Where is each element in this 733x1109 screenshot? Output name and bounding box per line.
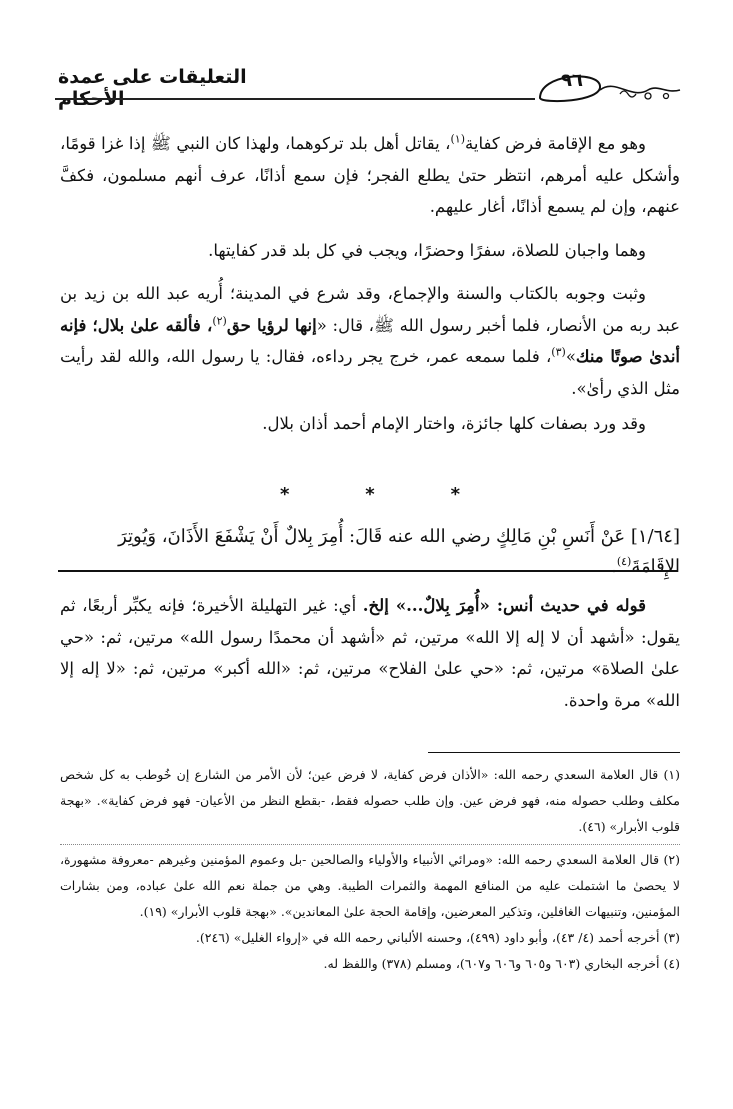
commentary-body: أي: غير التهليلة الأخيرة؛ فإنه يكبِّر أربعًا، ثم يقول: «أشهد أن لا إله إلا الله» مرتين، ثم «أشهد أن محمدًا رسول الله» مرتين، ثم: «حي علىٰ الصلاة» مرتين، ثم: «حي علىٰ الفلاح» مرتين، ثم: «الله أكبر» مرتين، ثم: «لا إله إلا الله» مرة واحدة. xyxy=(60,596,680,710)
paragraph-1 xyxy=(60,128,680,223)
commentary xyxy=(60,590,680,716)
p3-quote-bold: إنها لرؤيا حق xyxy=(226,315,317,335)
footnote-number: (١) xyxy=(663,767,680,782)
commentary-paragraph xyxy=(60,590,680,716)
footnote-1 xyxy=(60,762,680,840)
footnote-ref-2[interactable]: (٢) xyxy=(212,314,227,327)
commentary-lead: قوله في حديث أنس: «أُمِرَ بِلالٌ...» إلخ. xyxy=(362,596,646,615)
footnote-text: أخرجه البخاري (٦٠٣ و٦٠٥ و٦٠٦ و٦٠٧)، ومسلم (٣٧٨) واللفظ له. xyxy=(323,956,660,971)
footnote-4 xyxy=(60,951,680,977)
footnote-ref-1[interactable]: (١) xyxy=(450,132,466,146)
paragraph-3 xyxy=(60,278,680,404)
hadith-number: [١/٦٤] xyxy=(630,526,680,547)
footnote-separator xyxy=(60,844,680,845)
paragraph-4: وقد ورد بصفات كلها جائزة، واختار الإمام أحمد أذان بلال. xyxy=(262,414,646,433)
p3-c: ، فلما سمعه عمر، خرج يجر رداءه، فقال: يا رسول الله، والله لقد رأيت مثل الذي رأىٰ». xyxy=(60,347,680,398)
star-1: * xyxy=(280,484,290,505)
footnote-3 xyxy=(60,925,680,951)
page-number: ٩٦ xyxy=(561,70,583,91)
p3-a: وثبت وجوبه بالكتاب والسنة والإجماع، وقد شرع في المدينة؛ أُريه عبد الله بن زيد بن عبد ربه من الأنصار، فلما أخبر رسول الله ﷺ، قال: « xyxy=(60,284,681,335)
p3-b: » xyxy=(565,347,576,366)
p3-quote-bold-2: ، فألقه علىٰ بلال؛ فإنه أندىٰ صوتًا منك xyxy=(60,315,680,366)
commentary-divider xyxy=(58,570,678,572)
footnote-ref-3[interactable]: (٣) xyxy=(551,345,566,359)
footnotes xyxy=(60,762,680,977)
p1-text: وهو مع الإقامة فرض كفاية xyxy=(465,134,646,153)
star-2: * xyxy=(365,484,375,505)
footnote-number: (٢) xyxy=(663,852,680,867)
footnote-text: أخرجه أحمد (٤/ ٤٣)، وأبو داود (٤٩٩)، وحسنه الألباني رحمه الله في «إرواء الغليل» (٢٤٦). xyxy=(195,930,660,945)
header-rule xyxy=(55,98,535,100)
footnote-rule xyxy=(428,752,680,753)
paragraph-2: وهما واجبان للصلاة، سفرًا وحضرًا، ويجب في كل بلد قدر كفايتها. xyxy=(208,240,646,260)
hadith-text: [١/٦٤] عَنْ أَنَسِ بْنِ مَالِكٍ رضي الله عنه قَالَ: أُمِرَ بِلالٌ أَنْ يَشْفَعَ الأَذَانَ، وَيُوتِرَ الإِقَامَةَ$^{(٤)}$. xyxy=(118,526,680,577)
page-number-ornament-icon xyxy=(520,60,685,108)
p1-rest: ، يقاتل أهل بلد تركوهما، ولهذا كان النبي ﷺ إذا غزا قومًا، وأشكل عليه أمرهم، انتظر حتىٰ يطلع الفجر؛ فإن سمع أذانًا، عرف أنهم مسلمون، فكفَّ عنهم، وإن لم يسمع أذانًا، أغار عليهم. xyxy=(60,134,680,216)
section-divider-stars xyxy=(280,484,460,505)
hadith-body: عَنْ أَنَسِ بْنِ مَالِكٍ رضي الله عنه قَالَ: أُمِرَ بِلالٌ أَنْ يَشْفَعَ الأَذَانَ، وَيُوتِرَ الإِقَامَةَ xyxy=(118,526,680,577)
star-3: * xyxy=(450,484,460,505)
main-text xyxy=(60,128,680,452)
footnote-text: قال العلامة السعدي رحمه الله: «الأذان فرض كفاية، لا فرض عين؛ لأن الأمر من الشارع إن خُوطب به كل شخص مكلف وطلب حصوله منه، فهو فرض عين. وإن طلب حصوله فقط، -بقطع النظر من الأعيان- فهو فرض كفاية». «بهجة قلوب الأبرار» (٤٦). xyxy=(60,767,680,834)
running-header-title: التعليقات على عمدة الأحكام xyxy=(58,66,247,110)
footnote-number: (٤) xyxy=(663,956,680,971)
footnote-2 xyxy=(60,847,680,925)
footnote-ref-4[interactable]: (٤) xyxy=(616,555,632,568)
footnote-text: قال العلامة السعدي رحمه الله: «ومرائي الأنبياء والأولياء والصالحين -بل وعموم المؤمنين وغيرهم -معروفة مشهورة، لا يحصىٰ ما اشتملت عليه من المنافع المهمة والثمرات الطيبة. وهي من جملة نعم الله علىٰ عباده، ومن بشارات المؤمنين، وتنبيهات الغافلين، وتذكير المعرضين، وإقامة الحجة علىٰ المعاندين». «بهجة قلوب الأبرار» (١٩). xyxy=(60,852,680,919)
footnote-number: (٣) xyxy=(663,930,680,945)
